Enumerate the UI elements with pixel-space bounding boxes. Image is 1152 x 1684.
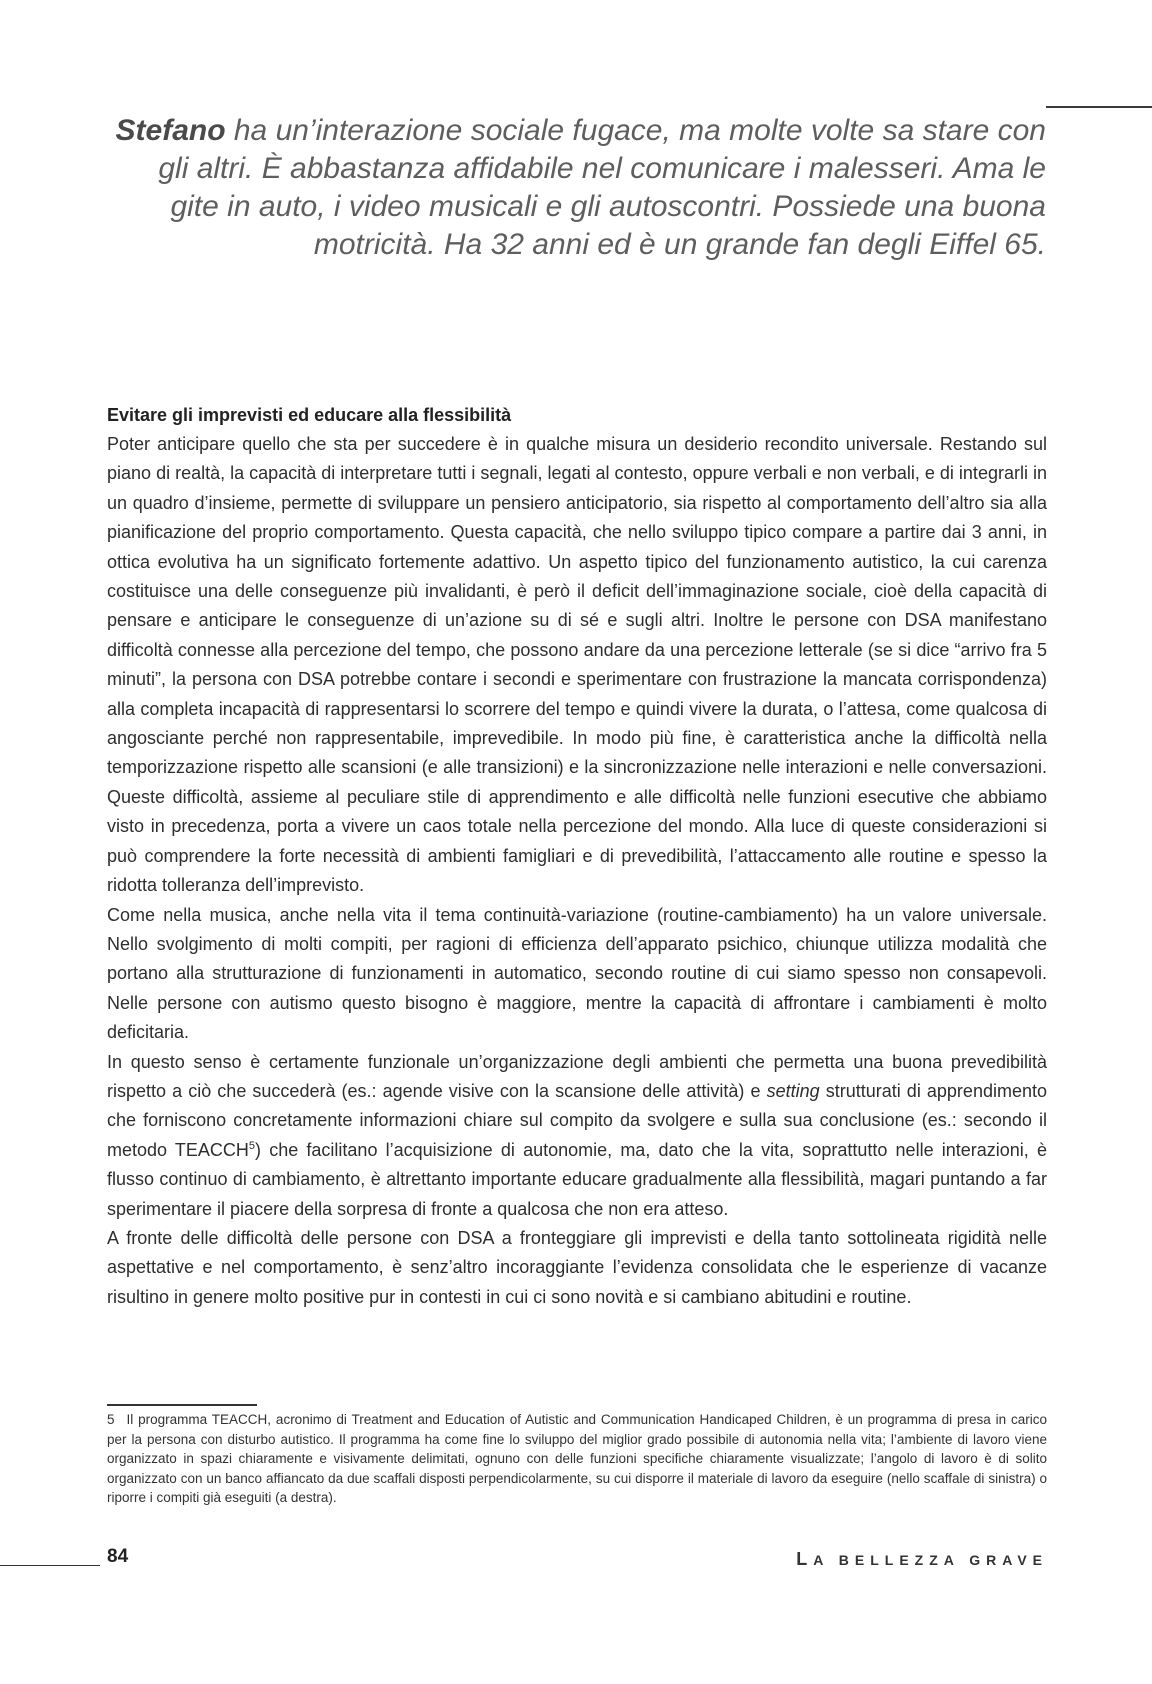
- running-title-initial: L: [796, 1549, 814, 1569]
- paragraph-2: Come nella musica, anche nella vita il tema continuità-variazione (routine-cambiamento) ha un valore universale. Nello svolgimento di molti compiti, per ragioni di efficienza dell’apparato psichico, chiunque utilizza modalità che portano alla strutturazione di funzionamenti in automatico, secondo routine di cui siamo spesso non consapevoli. Nelle persone con autismo questo bisogno è maggiore, mentre la capacità di affrontare i cambiamenti è molto deficitaria.: [107, 904, 1047, 1043]
- paragraph-3-part-a: In questo senso è certamente funzionale un’organizzazione degli ambienti che permetta una buona prevedibilità rispetto a ciò che succederà (es.: agende visive con la scansione delle attività) e: [107, 1051, 1047, 1101]
- character-intro: [110, 112, 1046, 264]
- character-description: ha un’interazione sociale fugace, ma molte volte sa stare con gli altri. È abbastanza affidabile nel comunicare i malesseri. Ama le gite in auto, i video musicali e gli autoscontri. Possiede una buona motricità. Ha 32 anni ed è un grande fan degli Eiffel 65.: [158, 114, 1046, 261]
- footer-rule: [0, 1565, 100, 1566]
- running-title: [796, 1549, 1048, 1570]
- paragraph-3: [107, 1048, 1047, 1224]
- running-title-rest: A BELLEZZA GRAVE: [813, 1552, 1048, 1568]
- section-heading: Evitare gli imprevisti ed educare alla flessibilità: [107, 405, 512, 425]
- paragraph-1: Poter anticipare quello che sta per succedere è in qualche misura un desiderio recondito universale. Restando sul piano di realtà, la capacità di interpretare tutti i segnali, legati al contesto, oppure verbali e non verbali, e di integrarli in un quadro d’insieme, permette di sviluppare un pensiero anticipatorio, sia rispetto al comportamento dell’altro sia alla pianificazione del proprio comportamento. Questa capacità, che nello sviluppo tipico compare a partire dai 3 anni, in ottica evolutiva ha un significato fortemente adattivo. Un aspetto tipico del funzionamento autistico, la cui carenza costituisce una delle conseguenze più invalidanti, è però il deficit dell’immaginazione sociale, cioè della capacità di pensare e anticipare le conseguenze di un’azione su di sé e sugli altri. Inoltre le persone con DSA manifestano difficoltà connesse alla percezione del tempo, che possono andare da una percezione letterale (se si dice “arrivo fra 5 minuti”, la persona con DSA potrebbe contare i secondi e sperimentare con frustrazione la mancata corrispondenza) alla completa incapacità di rappresentarsi lo scorrere del tempo e quindi vivere la durata, o l’attesa, come qualcosa di angosciante perché non rappresentabile, imprevedibile. In modo più fine, è caratteristica anche la difficoltà nella temporizzazione rispetto alle scansioni (e alle transizioni) e la sincronizzazione nelle interazioni e nelle conversazioni. Queste difficoltà, assieme al peculiare stile di apprendimento e alle difficoltà nelle funzioni esecutive che abbiamo visto in precedenza, porta a vivere un caos totale nella percezione del mondo. Alla luce di queste considerazioni si può comprendere la forte necessità di ambienti famigliari e di prevedibilità, l’attaccamento alle routine e spesso la ridotta tolleranza dell’imprevisto.: [107, 434, 1047, 896]
- paragraph-3-italic: setting: [766, 1080, 820, 1101]
- character-name: Stefano: [115, 114, 226, 147]
- paragraph-3-part-b: strutturati di apprendimento che forniscono concretamente informazioni chiare sul compito da svolgere e sulla sua conclusione (es.: secondo il metodo TEACCH: [107, 1080, 1047, 1160]
- top-rule: [1046, 106, 1152, 108]
- footnote-reference: 5: [248, 1139, 256, 1152]
- footnote-number: 5: [107, 1412, 115, 1427]
- paragraph-4: A fronte delle difficoltà delle persone con DSA a fronteggiare gli imprevisti e della tanto sottolineata rigidità nelle aspettative e nel comportamento, è senz’altro incoraggiante l’evidenza consolidata che le esperienze di vacanze risultino in genere molto positive pur in contesti in cui ci sono novità e si cambiano abitudini e routine.: [107, 1227, 1047, 1307]
- paragraph-3-part-c: ) che facilitano l’acquisizione di autonomie, ma, dato che la vita, soprattutto nelle interazioni, è flusso continuo di cambiamento, è altrettanto importante educare gradualmente alla flessibilità, magari puntando a far sperimentare il piacere della sorpresa di fronte a qualcosa che non era atteso.: [107, 1139, 1048, 1219]
- footnote-text: Il programma TEACCH, acronimo di Treatment and Education of Autistic and Communication Handicaped Children, è un programma di presa in carico per la persona con disturbo autistico. Il programma ha come fine lo sviluppo del miglior grado possibile di autonomia nella vita; l’ambiente di lavoro viene organizzato in spazi chiaramente e visivamente delimitati, ognuno con delle funzioni specifiche chiaramente visualizzate; l’angolo di lavoro è di solito organizzato con un banco affiancato da due scaffali disposti perpendicolarmente, su cui disporre il materiale di lavoro da eseguire (nello scaffale di sinistra) o riporre i compiti già eseguiti (a destra).: [107, 1412, 1047, 1506]
- section-body: [107, 400, 1047, 1312]
- page-number: 84: [107, 1546, 129, 1567]
- footnote: [107, 1410, 1047, 1508]
- footnote-rule: [107, 1404, 257, 1406]
